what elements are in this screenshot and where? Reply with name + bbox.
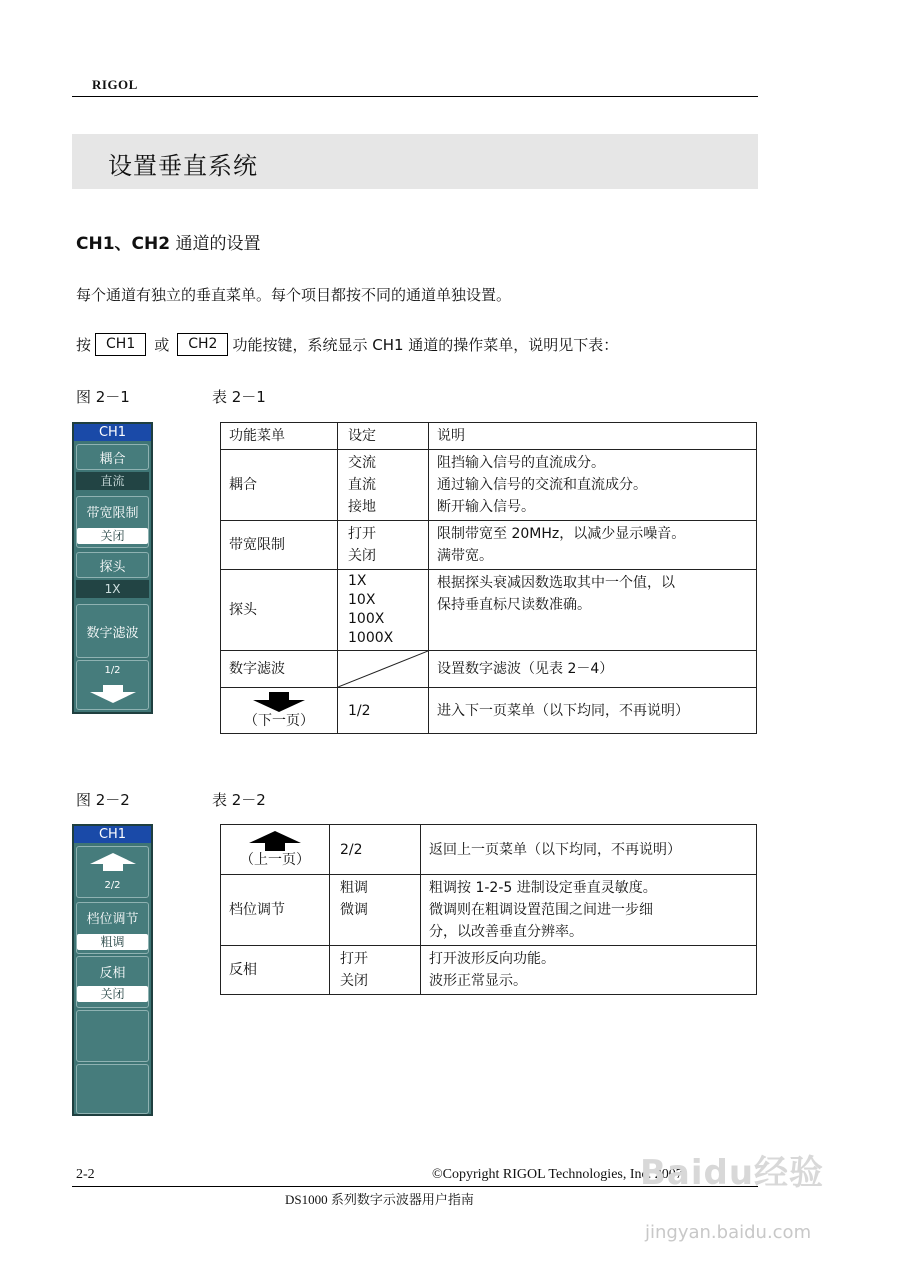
page-indicator: 1/2 [104,665,121,676]
setting-value: 微调 [340,902,368,918]
setting-value: 1000X [348,630,394,646]
bandwidth-value: 关闭 [77,528,148,544]
desc-line: 波形正常显示。 [429,973,527,989]
desc-line: 保持垂直标尺读数准确。 [437,597,591,613]
instruction-tail: 功能按键，系统显示 CH1 通道的操作菜单，说明见下表： [232,336,619,354]
prev-page-softkey[interactable] [76,846,149,898]
arrow-down-icon [251,692,307,712]
setting-value: 1X [348,573,367,589]
header-cell: 设定 [338,423,429,450]
desc-line: 通过输入信号的交流和直流成分。 [437,477,647,493]
subheading-suffix: 通道的设置 [170,234,261,254]
desc-cell [429,521,757,570]
next-page-label: （下一页） [244,712,314,729]
menu-cell: 探头 [221,570,338,651]
coupling-value: 直流 [76,472,149,490]
table-header-row [221,423,757,450]
desc-line: 粗调按 1-2-5 进制设定垂直灵敏度。 [429,880,657,896]
desc-line: 打开波形反向功能。 [429,951,555,967]
menu-cell [221,825,330,875]
table-row [221,946,757,995]
setting-value: 打开 [340,951,368,967]
settings-cell [338,521,429,570]
setting-value: 10X [348,592,376,608]
figure2-caption: 图 2－2 [76,791,130,809]
ch1-menu-page2 [72,824,153,1116]
menu-cell: 耦合 [221,450,338,521]
table-row [221,521,757,570]
menu-header: CH1 [74,826,151,843]
blank-softkey[interactable] [76,1064,149,1114]
digital-filter-label: 数字滤波 [86,626,139,641]
ch1-key: CH1 [95,333,146,356]
arrow-up-icon [247,831,303,851]
instruction-lead: 按 [76,336,92,354]
section-title-band [72,134,758,189]
table-row [221,825,757,875]
prev-page-label: （上一页） [240,851,310,868]
table-row [221,651,757,688]
figure1-caption: 图 2－1 [76,388,130,406]
bandwidth-label: 带宽限制 [86,506,139,521]
coupling-label: 耦合 [99,452,126,467]
desc-cell: 返回上一页菜单（以下均同，不再说明） [421,825,757,875]
digital-filter-softkey[interactable] [76,604,149,658]
desc-cell: 设置数字滤波（见表 2－4） [429,651,757,688]
desc-line: 微调则在粗调设置范围之间进一步细 [429,902,653,918]
settings-cell [330,875,421,946]
guide-title: DS1000 系列数字示波器用户指南 [285,1192,474,1207]
diagonal-line [338,651,428,687]
settings-cell [330,946,421,995]
setting-value: 接地 [348,499,376,515]
desc-cell [421,946,757,995]
table2 [220,824,757,995]
desc-line: 分，以改善垂直分辨率。 [429,924,583,940]
table2-caption: 表 2－2 [212,791,266,809]
arrow-down-icon [88,685,138,703]
settings-cell-empty [338,651,429,688]
arrow-up-icon [88,853,138,871]
subheading [76,229,260,254]
table-row [221,688,757,734]
desc-cell: 进入下一页菜单（以下均同，不再说明） [429,688,757,734]
header-cell: 说明 [429,423,757,450]
table-row [221,570,757,651]
setting-value: 直流 [348,477,376,493]
desc-cell [421,875,757,946]
setting-value: 交流 [348,455,376,471]
settings-cell [338,450,429,521]
ch1-menu-page1 [72,422,153,714]
settings-cell [338,570,429,651]
desc-line: 根据探头衰减因数选取其中一个值，以 [437,575,675,591]
desc-cell [429,570,757,651]
settings-cell: 1/2 [338,688,429,734]
menu-cell: 反相 [221,946,330,995]
header-rule [72,96,758,97]
desc-line: 限制带宽至 20MHz，以减少显示噪音。 [437,526,686,542]
volts-div-value: 粗调 [77,934,148,950]
invert-value: 关闭 [77,986,148,1002]
instruction-paragraph [76,333,618,356]
watermark-url: jingyan.baidu.com [645,1222,812,1243]
menu-header: CH1 [74,424,151,441]
probe-softkey[interactable] [76,552,149,578]
page-indicator: 2/2 [104,880,121,891]
page-number: 2-2 [76,1167,95,1182]
desc-line: 断开输入信号。 [437,499,535,515]
brand-header: RIGOL [92,77,138,92]
coupling-softkey[interactable] [76,444,149,470]
ch2-key: CH2 [177,333,228,356]
instruction-or: 或 [154,336,170,354]
menu-cell: 档位调节 [221,875,330,946]
next-page-softkey[interactable] [76,660,149,710]
subheading-prefix: CH1、CH2 [76,234,171,254]
menu-cell: 带宽限制 [221,521,338,570]
table-row [221,875,757,946]
menu-cell [221,688,338,734]
setting-value: 关闭 [340,973,368,989]
setting-value: 100X [348,611,385,627]
section-title: 设置垂直系统 [108,152,258,180]
invert-label: 反相 [99,966,126,981]
table1-caption: 表 2－1 [212,388,266,406]
volts-div-label: 档位调节 [86,912,139,927]
intro-paragraph: 每个通道有独立的垂直菜单。每个项目都按不同的通道单独设置。 [76,286,512,304]
setting-value: 关闭 [348,548,376,564]
settings-cell: 2/2 [330,825,421,875]
desc-line: 阻挡输入信号的直流成分。 [437,455,605,471]
desc-cell [429,450,757,521]
setting-value: 粗调 [340,880,368,896]
setting-value: 打开 [348,526,376,542]
menu-cell: 数字滤波 [221,651,338,688]
table-row [221,450,757,521]
table1 [220,422,757,734]
watermark: Baidu经验 [640,1153,825,1193]
blank-softkey[interactable] [76,1010,149,1062]
desc-line: 满带宽。 [437,548,493,564]
copyright: ©Copyright RIGOL Technologies, Inc. 2007 [432,1167,683,1182]
probe-value: 1X [76,580,149,598]
header-cell: 功能菜单 [221,423,338,450]
probe-label: 探头 [99,560,126,575]
